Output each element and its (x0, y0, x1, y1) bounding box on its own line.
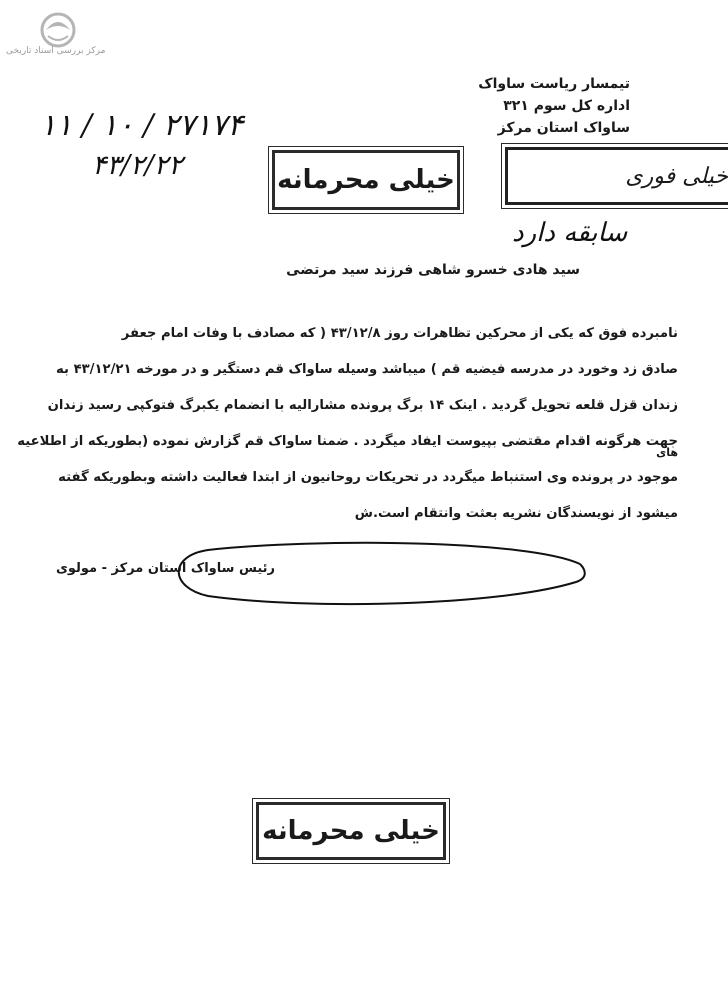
classification-stamp-bottom: خیلی محرمانه (256, 802, 446, 860)
header-addressee-line3: ساواک استان مرکز (497, 120, 630, 136)
header-addressee-line2: اداره کل سوم ۳۲۱ (503, 98, 630, 114)
letter-body (17, 316, 678, 532)
body-superscript-insertion: های (656, 446, 678, 459)
header-addressee-line1: تیمسار ریاست ساواک (478, 76, 630, 92)
body-line: صادق زد وخورد در مدرسه فیضیه قم ) میباشد وسیله ساواک قم دستگیر و در مورخه ۴۳/۱۲/۲۱ به (56, 362, 678, 377)
signature-line: رئیس ساواک استان مرکز - مولوی (55, 561, 275, 576)
body-line: موجود در پرونده وی استنباط میگردد در تحریکات روحانیون از ابتدا فعالیت داشته وبطوریکه گفته (58, 470, 678, 485)
body-line: زندان قزل قلعه تحویل گردید . اینک ۱۴ برگ پرونده مشارالیه با انضمام یکبرگ فتوکپی رسید زندان (47, 398, 678, 413)
handwritten-date: ۴۳/۲/۲۲ (92, 150, 183, 181)
subject-line: سید هادی خسرو شاهی فرزند سید مرتضی (286, 262, 580, 278)
watermark-text: مرکز بررسی اسناد تاریخی (6, 46, 106, 56)
classification-stamp-top: خیلی محرمانه (272, 150, 460, 210)
body-line: میشود از نویسندگان نشریه بعثت وانتقام است.ش (354, 506, 678, 521)
body-line: جهت هرگونه اقدام مقتضی بپیوست ایفاد میگردد . ضمنا ساواک قم گزارش نموده (بطوریکه از اطلاعیه (17, 434, 678, 449)
handwritten-number: ۲۷۱۷۴ / ۱۰ / ۱۱ (40, 108, 244, 143)
urgency-stamp: خیلی فوری (505, 147, 728, 205)
body-line: نامبرده فوق که یکی از محرکین تظاهرات روز ۴۳/۱۲/۸ ( که مصادف با وفات امام جعفر (121, 326, 678, 341)
handwritten-note: سابقه دارد (512, 218, 628, 248)
